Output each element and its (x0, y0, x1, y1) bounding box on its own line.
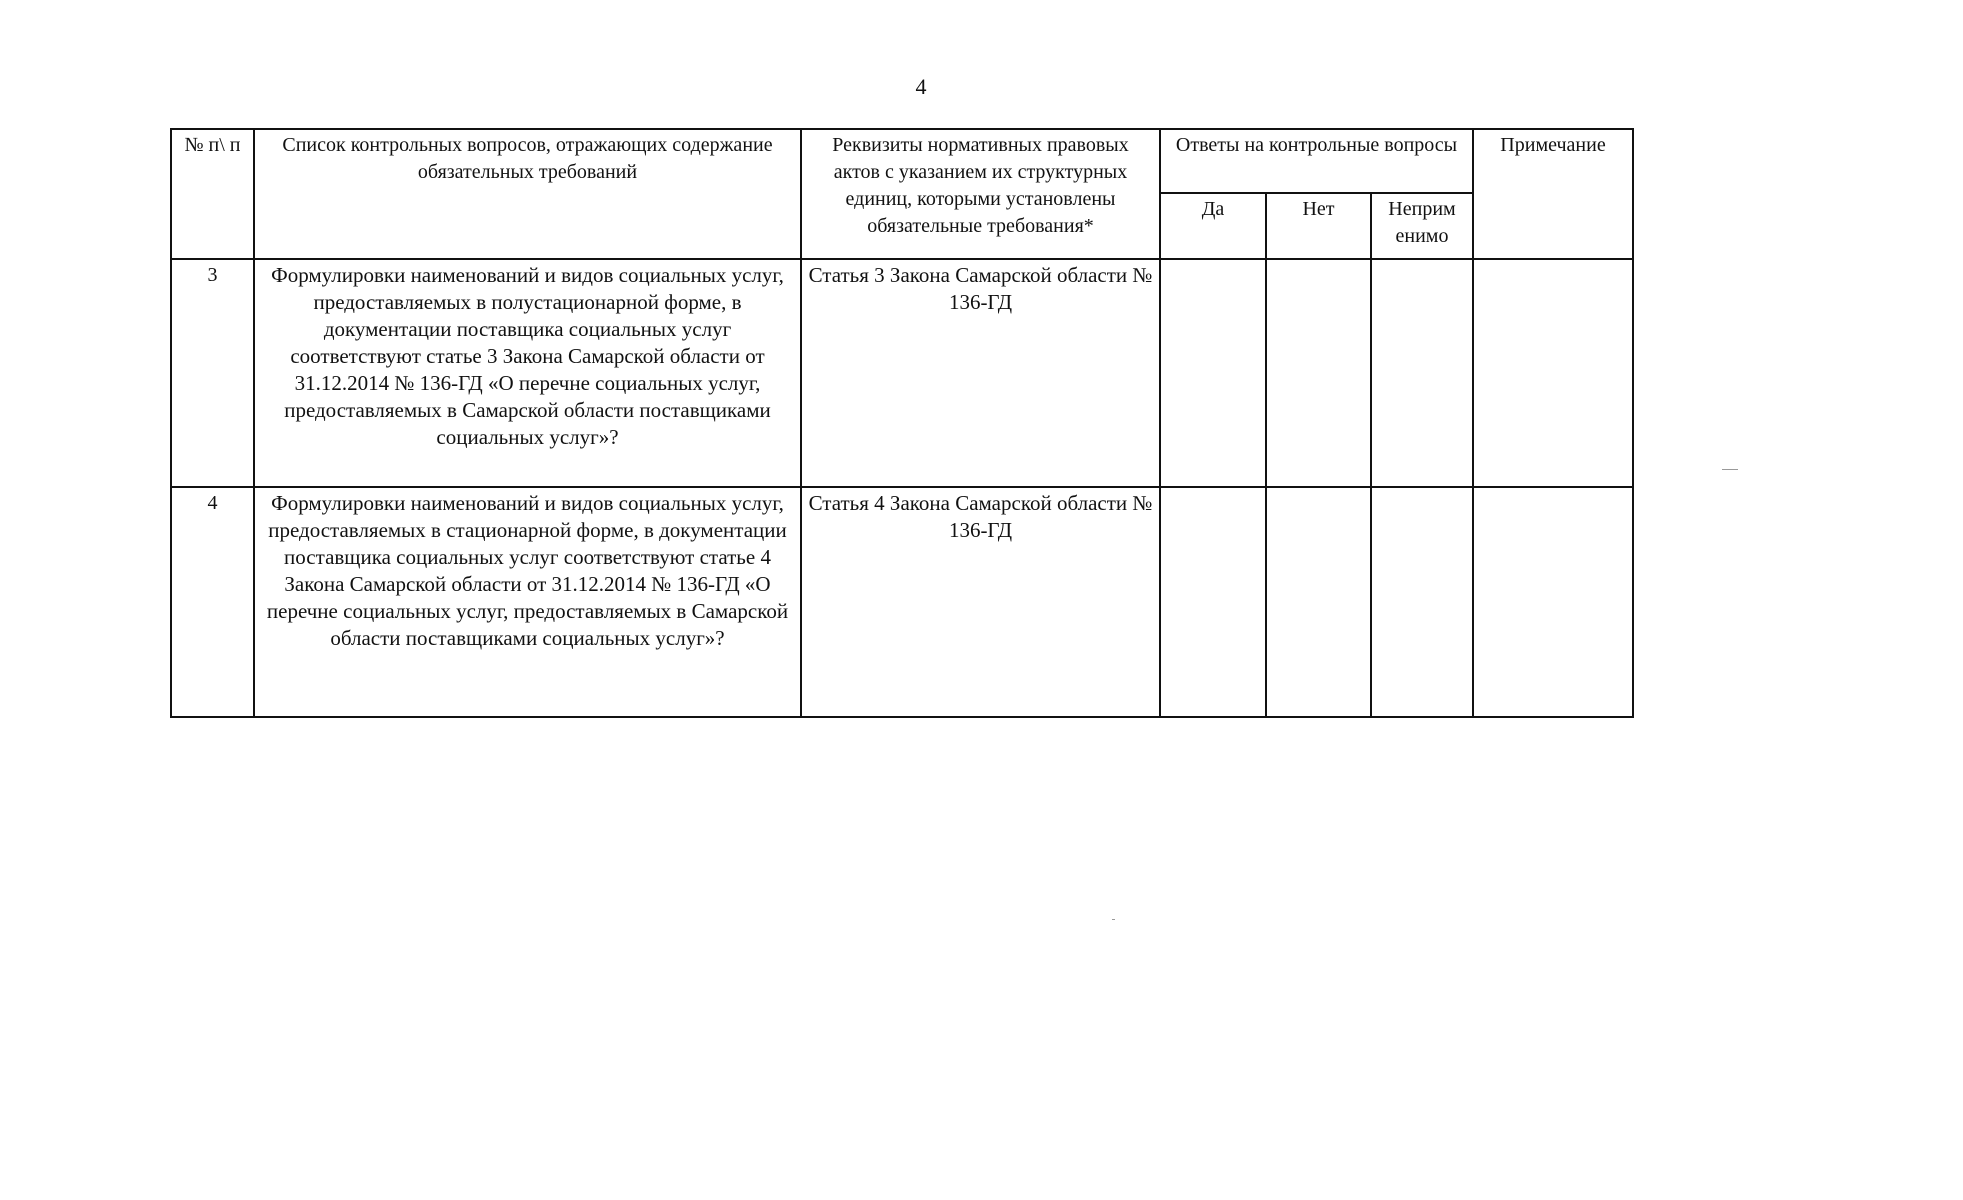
header-questions: Список контрольных вопросов, отражающих содержание обязательных требований (254, 129, 801, 259)
row-answer-no (1266, 259, 1371, 487)
header-answer-no: Нет (1266, 193, 1371, 259)
row-answer-yes (1160, 487, 1266, 717)
row-question: Формулировки наименований и видов социальных услуг, предоставляемых в стационарной форме, в документации поставщика социальных услуг соответствуют статье 4 Закона Самарской области от 31.12.2014 № 136-ГД «О перечне социальных услуг, предоставляемых в Самарской области поставщиками социальных услуг»? (254, 487, 801, 717)
row-question: Формулировки наименований и видов социальных услуг, предоставляемых в полустационарной форме, в документации поставщика социальных услуг соответствуют статье 3 Закона Самарской области от 31.12.2014 № 136-ГД «О перечне социальных услуг, предоставляемых в Самарской области поставщиками социальных услуг»? (254, 259, 801, 487)
row-reference: Статья 4 Закона Самарской области № 136-ГД (801, 487, 1160, 717)
row-answer-na (1371, 259, 1473, 487)
header-requisites: Реквизиты нормативных правовых актов с указанием их структурных единиц, которыми установлены обязательные требования* (801, 129, 1160, 259)
row-note (1473, 487, 1633, 717)
checklist-table (170, 128, 1634, 718)
table-row (171, 487, 1633, 717)
row-reference: Статья 3 Закона Самарской области № 136-ГД (801, 259, 1160, 487)
row-answer-yes (1160, 259, 1266, 487)
scan-mark (1112, 919, 1115, 920)
row-answer-no (1266, 487, 1371, 717)
page-number: 4 (915, 74, 927, 99)
header-row (171, 129, 1633, 193)
row-number: 4 (171, 487, 254, 717)
scan-mark (1722, 469, 1738, 470)
header-num: № п\ п (171, 129, 254, 259)
row-answer-na (1371, 487, 1473, 717)
header-answers: Ответы на контрольные вопросы (1160, 129, 1473, 193)
row-note (1473, 259, 1633, 487)
header-answer-yes: Да (1160, 193, 1266, 259)
header-answer-na: Неприм енимо (1371, 193, 1473, 259)
row-number: 3 (171, 259, 254, 487)
table-row (171, 259, 1633, 487)
header-note: Примечание (1473, 129, 1633, 259)
